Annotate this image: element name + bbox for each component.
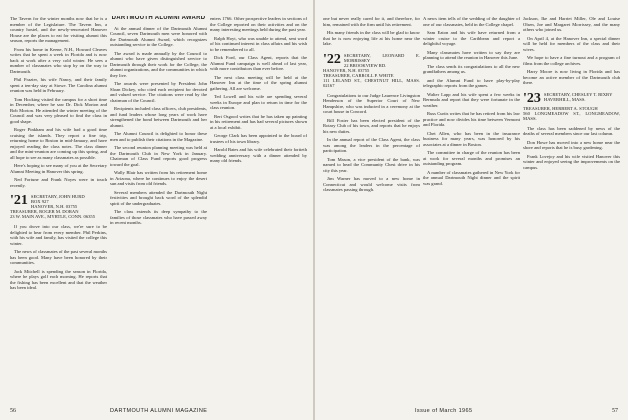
paragraph: Tom Hocking visited the campus for a short time in December, where he saw Dr. Dick Morton and Bob Morton. He attended the winter meeting of the Council and was very pleased to find the class in good shape. xyxy=(10,96,107,124)
paragraph: Bert Osgood writes that he has taken up painting in his retirement and has had several pictures shown at a local exhibit. xyxy=(210,113,307,130)
paragraph: one but never really cared for it, and therefore, for him, remained with the firm until his retirement. xyxy=(323,16,420,27)
paragraph: A number of classmates gathered in New York for the annual Dartmouth Night dinner and the spirit was grand. xyxy=(423,169,520,186)
paragraph: On April 4, at the Hanover Inn, a special dinner will be held for members of the class and their wives. xyxy=(523,35,620,52)
paragraph: The second reunion planning meeting was held at the Dartmouth Club in New York in January. Chairman of Class Fund reports good progress toward the goal. xyxy=(110,145,207,167)
page-footer: Issue of March 1965 xyxy=(415,408,473,414)
class-secretary: SECRETARY, CHESLEY T. BIXBY xyxy=(543,91,613,97)
class-number: '22 xyxy=(323,51,341,67)
paragraph: Chet Allen, who has been in the insurance business for many years, was honored by his associates at a dinner in Boston. xyxy=(423,130,520,147)
class-heading-22 xyxy=(323,53,420,88)
right-column-1 xyxy=(323,16,420,392)
left-column-2 xyxy=(110,16,207,392)
paragraph: If you drove into our class, we're sure to be delighted to hear from every member. Phil Perkins, with his wife and family, has visited the college this winter. xyxy=(10,224,107,246)
award-heading: DARTMOUTH ALUMNI AWARD xyxy=(111,16,206,21)
paragraph: Tom Mason, a vice president of the bank, was named to head the Community Chest drive in his city this year. xyxy=(323,156,420,173)
class-treasurer: TREASURER, CARROLL P. WHITE xyxy=(323,72,394,78)
paragraph: Jackson, Ike and Harriet Miller, Ole and Louise Olsen, Joe and Margaret Morrissey, and the many others who joined us. xyxy=(523,16,620,32)
page-number: 57 xyxy=(612,408,618,414)
paragraph: Jack Mitchell is spending the season in Florida, where he plays golf each morning. He reports that the fishing has been excellent and that the weather has been ideal. xyxy=(10,268,107,290)
paragraph: The next class meeting will be held at the Hanover Inn at the time of the spring alumni gathering. All are welcome. xyxy=(210,74,307,91)
class-heading-21 xyxy=(10,194,107,219)
paragraph: The news of classmates of the past several months has been good. Many have been honored by their communities. xyxy=(10,249,107,265)
paragraph: Dick Ford, our Class Agent, reports that the Alumni Fund campaign is well ahead of last year, with more contributors than ever before. xyxy=(210,55,307,71)
paragraph: The class sends its congratulations to all the new grandfathers among us. xyxy=(423,63,520,74)
class-number: '23 xyxy=(523,90,541,106)
class-town: HANOVER, N.H. 03755 xyxy=(323,67,370,73)
paragraph: Roger Pinkham and his wife had a good time cruising the islands. They report a fine trip, returning home to Boston in mid-January, and have enjoyed reading the class notes. The class dinner and the mini-reunion are coming up this spring, and all hope to see as many classmates as possible. xyxy=(10,127,107,160)
class-treasurer-address: 111 LELAND ST., CHESTNUT HILL, MASS. 02167 xyxy=(323,77,420,88)
paragraph: His many friends in the class will be glad to know that he is now enjoying life at his home near the lake. xyxy=(323,30,420,46)
paragraph: Harold Bates and his wife celebrated their fortieth wedding anniversary with a dinner attended by many old friends. xyxy=(210,147,307,163)
class-treasurer-address: 560 LONGMEADOW ST., LONGMEADOW, MASS. xyxy=(523,110,620,121)
paragraph: From his home in Keene, N.H., Howard Cleaves writes that he spent a week in Florida and is now back at work after a very cold winter. He sees a number of classmates who stop by on the way to Dartmouth. xyxy=(10,46,107,74)
paragraph: Sam Eaton and his wife have returned from a winter cruise to the Caribbean and report a delightful voyage. xyxy=(423,30,520,46)
paragraph: Bill Foster has been elected president of the Rotary Club of his town, and reports that he enjoys his new duties. xyxy=(323,117,420,134)
class-address: HAVERHILL, MASS. xyxy=(543,96,586,102)
paragraph: The committee in charge of the reunion has been at work for several months and promises an outstanding program. xyxy=(423,150,520,166)
paragraph: The class extends its deep sympathy to the families of those classmates who have passed away in recent months. xyxy=(110,209,207,225)
paragraph: A news item tells of the wedding of the daughter of one of our classmates, held in the College chapel. xyxy=(423,16,520,27)
paragraph: Ralph Hoyt, who was unable to attend, sent word of his continued interest in class affairs and his wish to be remembered to all. xyxy=(210,35,307,52)
paragraph: The class has been saddened by news of the deaths of several members since our last column. xyxy=(523,125,620,136)
paragraph: Many classmates have written to say they are planning to attend the reunion in Hanover this June. xyxy=(423,49,520,60)
paragraph: Jim Warner has moved to a new home in Connecticut and would welcome visits from classmates passing through. xyxy=(323,176,420,192)
paragraph: Several members attended the Dartmouth Night festivities and brought back word of the splendid spirit of the undergraduates. xyxy=(110,189,207,206)
page-number: 56 xyxy=(10,408,16,414)
paragraph: The Alumni Council is delighted to honor these men and to publish their citations in the Magazine. xyxy=(110,131,207,142)
left-column-3 xyxy=(210,16,307,392)
right-column-3 xyxy=(523,16,620,392)
paragraph: In the annual report of the Class Agent, the class was among the leaders in the percentage of participation. xyxy=(323,137,420,153)
right-column-2 xyxy=(423,16,520,392)
class-town: HANOVER, N.H. 03755 xyxy=(30,204,78,209)
paragraph: and the Alumni Fund to have play-by-play telegraphic reports from the games. xyxy=(423,77,520,88)
paragraph: Frank Lovejoy and his wife visited Hanover this winter and enjoyed seeing the improvements on the campus. xyxy=(523,153,620,170)
paragraph: The Tavern for the winter months now that he is a member of the Legislature. The Tavern Inn, a country hostel, and the newly-renovated Hanover House are the places to eat for visiting alumni this season, reports the management. xyxy=(10,16,107,43)
paragraph: The awards were presented by President John Sloan Dickey, who cited each recipient for devoted and valued service. The citations were read by the chairman of the Council. xyxy=(110,81,207,103)
paragraph: Wally Blair has written from his retirement home in Arizona, where he continues to enjoy the desert sun and visits from old friends. xyxy=(110,170,207,186)
class-treasurer: TREASURER, HERBERT A. STOUGH xyxy=(523,105,598,111)
paragraph: enters 1766. Other prospective leaders in sections of the College reported on their activities and on the many interesting meetings held during the past year. xyxy=(210,16,307,32)
paragraph: Phil Frazier, his wife Nancy, and their family spent a ten-day stay at Stowe. The Carolina alumni reunion was held in February. xyxy=(10,77,107,93)
paragraph: Russ Curtis writes that he has retired from his law practice and now divides his time between Vermont and Florida. xyxy=(423,111,520,127)
class-secretary: SECRETARY, LEONARD E. MORRISSEY xyxy=(343,52,420,63)
paragraph: At the annual dinner of the Dartmouth Alumni Council, seven Dartmouth men were honored with the Dartmouth Alumni Award, which recognizes outstanding service to the College. xyxy=(110,25,207,47)
paragraph: Harry Moore is now living in Florida and has become an active member of the Dartmouth club there. xyxy=(523,69,620,85)
paragraph: Ted Lowell and his wife are spending several weeks in Europe and plan to return in time for the class reunion. xyxy=(210,94,307,110)
left-column-1 xyxy=(10,16,107,392)
class-address: 22 BROOKVIEW RD. xyxy=(343,62,387,68)
paragraph: Walter Lapp and his wife spent a few weeks in Bermuda and report that they were fortunate in the weather. xyxy=(423,91,520,108)
class-secretary: SECRETARY, JOHN HURD xyxy=(30,194,85,199)
class-heading-23 xyxy=(523,92,620,121)
right-page xyxy=(315,0,628,420)
paragraph: George Clark has been appointed to the board of trustees of his town library. xyxy=(210,133,307,144)
class-number: '21 xyxy=(10,193,28,208)
paragraph: Ned Fortune and Frank Noyes were in touch recently. xyxy=(10,177,107,188)
class-treasurer-address: 23 W. MAIN AVE., MYRTLE, CONN. 06355 xyxy=(10,214,96,219)
paragraph: Don Howe has moved into a new home near the shore and reports that he is busy gardening. xyxy=(523,139,620,150)
page-footer: DARTMOUTH ALUMNI MAGAZINE xyxy=(110,408,208,414)
left-page xyxy=(0,0,313,420)
class-address: BOX 927 xyxy=(30,199,49,204)
class-treasurer: TREASURER, ROGER M. DORAN xyxy=(10,209,79,214)
paragraph: Here's hoping to see many of you at the Secretary Alumni Meeting in Hanover this spring. xyxy=(10,163,107,174)
paragraph: The award is made annually by the Council to alumni who have given distinguished service to Dartmouth through their work for the College, the alumni organizations, and the communities in which they live. xyxy=(110,50,207,78)
paragraph: Recipients included class officers, club presidents, and fund leaders whose long years of work have strengthened the bond between Dartmouth and her alumni. xyxy=(110,106,207,128)
paragraph: Congratulations to our Judge Laurence Livingston Henderson of the Superior Court of New Hampshire, who was inducted in a ceremony at the court house in Concord. xyxy=(323,92,420,114)
paragraph: We hope to have a fine turnout and a program of films from the college archives. xyxy=(523,55,620,66)
